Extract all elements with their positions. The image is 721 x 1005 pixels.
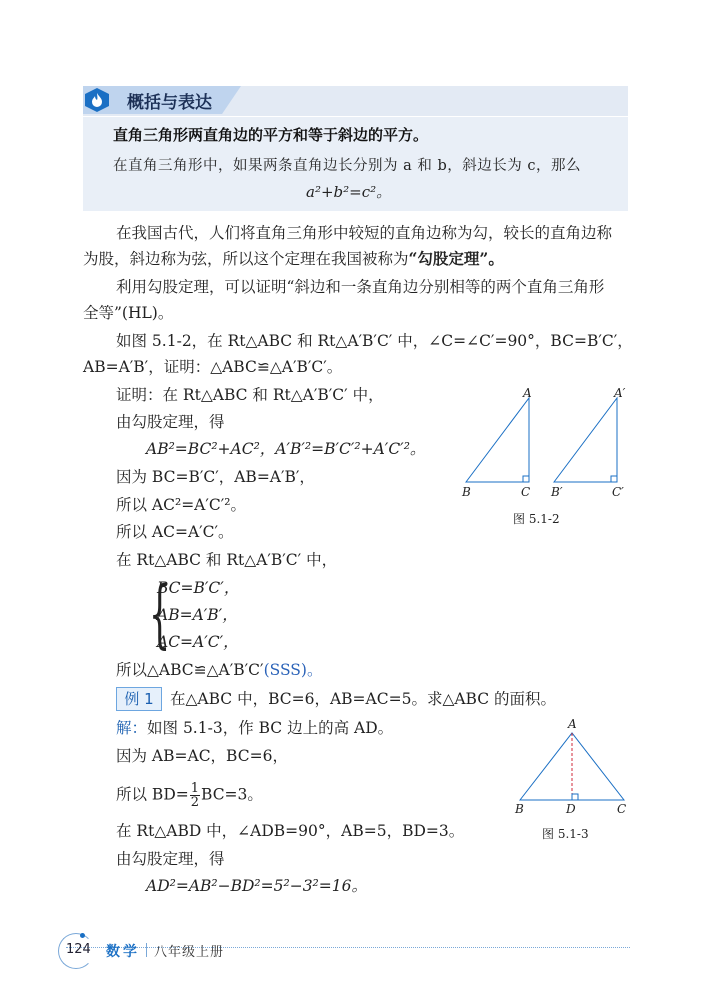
theorem-formula: a²+b²=c²。 [306,183,392,201]
footer-separator [146,943,147,957]
figure-caption: 图 5.1-2 [513,512,560,526]
paragraph-line: 如图 5.1-2，在 Rt△ABC 和 Rt△A′B′C′ 中，∠C=∠C′=90°，BC=B′C′， [116,332,633,350]
proof-line: 证明：在 Rt△ABC 和 Rt△A′B′C′ 中， [116,386,384,404]
example-label: 例 1 [116,687,162,711]
vertex-label-a: A [523,386,532,400]
system-brace: { [149,571,171,657]
proof-line: 在 Rt△ABC 和 Rt△A′B′C′ 中， [116,551,338,569]
solution-line: 由勾股定理，得 [116,850,225,868]
vertex-label-b-prime: B′ [551,485,563,499]
system-equation: AC=A′C′， [157,633,239,651]
paragraph-line: AB=A′B′，证明：△ABC≌△A′B′C′。 [83,358,343,376]
system-equation: BC=B′C′， [157,579,240,597]
paragraph-line: 在我国古代，人们将直角三角形中较短的直角边称为勾，较长的直角边称 [116,224,613,242]
solution-line: 所以 BD= $\frac{1}{2}$ BC=3。 [116,781,263,810]
solution-line: 解：如图 5.1-3，作 BC 边上的高 AD。 [116,719,394,737]
vertex-label-b: B [515,802,524,816]
solution-line: 在 Rt△ABD 中，∠ADB=90°，AB=5，BD=3。 [116,822,465,840]
vertex-label-c: C [521,485,531,499]
proof-line: 所以 AC²=A′C′²。 [116,496,246,514]
vertex-label-c: C [617,802,627,816]
figure-5-1-2 [455,385,635,520]
vertex-label-b: B [462,485,471,499]
vertex-label-a: A [568,717,577,731]
figure-caption: 图 5.1-3 [542,827,589,841]
page-number: 124 [66,942,91,957]
solution-label: 解： [116,719,148,737]
paragraph-line: 为股，斜边称为弦，所以这个定理在我国被称为“勾股定理”。 [83,249,504,268]
fraction: $\frac{1}{2}$ [190,781,200,810]
footer-grade: 八年级上册 [154,945,225,960]
example-problem: 在△ABC 中，BC=6，AB=AC=5。求△ABC 的面积。 [170,690,557,708]
sss-label: (SSS)。 [263,661,323,679]
proof-line: AB²=BC²+AC²，A′B′²=B′C′²+A′C′²。 [146,440,426,458]
proof-line: 所以 AC=A′C′。 [116,523,234,541]
paragraph-line: 全等”(HL)。 [83,304,174,322]
section-title: 概括与表达 [127,93,212,113]
footer-divider [66,947,630,948]
paragraph-line: 利用勾股定理，可以证明“斜边和一条直角边分别相等的两个直角三角形 [116,278,605,296]
figure-5-1-3 [512,722,632,807]
proof-line: 由勾股定理，得 [116,413,225,431]
proof-line: 因为 BC=B′C′，AB=A′B′， [116,468,315,486]
vertex-label-c-prime: C′ [612,485,624,499]
vertex-label-d: D [566,802,576,816]
proof-line: 所以△ABC≌△A′B′C′(SSS)。 [116,661,323,679]
theorem-statement: 直角三角形两直角边的平方和等于斜边的平方。 [113,126,429,144]
system-equation: AB=A′B′， [157,606,238,624]
theorem-text: 在直角三角形中，如果两条直角边长分别为 a 和 b，斜边长为 c，那么 [113,158,581,174]
theorem-name: “勾股定理”。 [408,249,504,268]
solution-line: 因为 AB=AC，BC=6， [116,747,288,765]
vertex-label-a-prime: A′ [614,386,626,400]
solution-line: AD²=AB²−BD²=5²−3²=16。 [146,877,367,895]
decoration-dot [80,933,85,938]
footer-subject: 数学 [106,944,140,960]
